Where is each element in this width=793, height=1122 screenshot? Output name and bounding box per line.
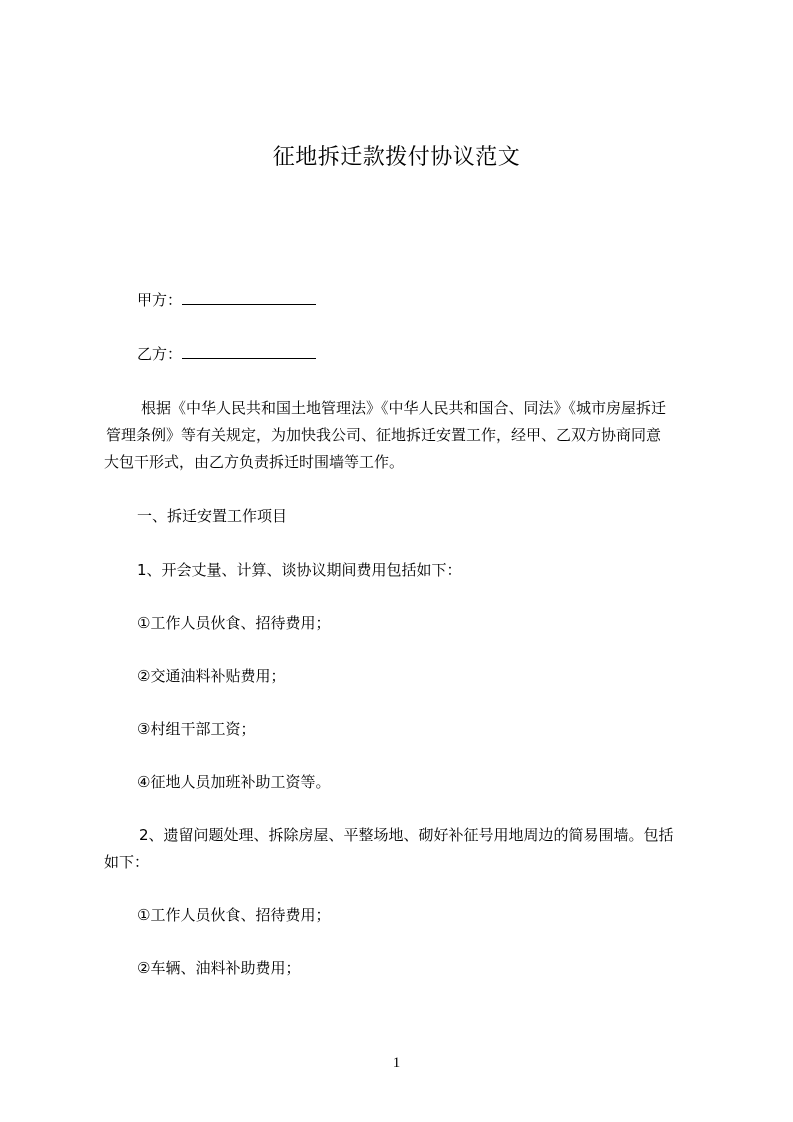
- item-1-sub-3: ③村组干部工资；: [137, 720, 256, 738]
- party-b-line: [137, 344, 316, 364]
- item-2-sub-2: ②车辆、油料补助费用；: [137, 959, 301, 977]
- party-b-label: 乙方：: [137, 345, 183, 363]
- intro-line-2: 管理条例》等有关规定，为加快我公司、征地拆迁安置工作，经甲、乙双方协商同意: [106, 426, 662, 444]
- page-number: 1: [392, 1055, 401, 1071]
- party-b-blank: [182, 344, 316, 359]
- item-2-line-1: 2、遗留问题处理、拆除房屋、平整场地、砌好补征号用地周边的简易围墙。包括: [139, 826, 674, 844]
- item-1-sub-2: ②交通油料补贴费用；: [137, 667, 286, 685]
- party-a-blank: [182, 290, 316, 305]
- intro-line-3: 大包干形式，由乙方负责拆迁时围墙等工作。: [104, 453, 405, 471]
- section-1-heading: 一、拆迁安置工作项目: [137, 507, 288, 525]
- item-1-sub-4: ④征地人员加班补助工资等。: [137, 773, 331, 791]
- item-1-heading: 1、开会丈量、计算、谈协议期间费用包括如下：: [137, 561, 462, 579]
- item-2-sub-1: ①工作人员伙食、招待费用；: [137, 906, 331, 924]
- item-2-line-2: 如下：: [104, 853, 150, 871]
- party-a-label: 甲方：: [137, 291, 183, 309]
- item-1-sub-1: ①工作人员伙食、招待费用；: [137, 614, 331, 632]
- document-title: 征地拆迁款拨付协议范文: [272, 145, 521, 170]
- intro-line-1: 根据《中华人民共和国土地管理法》《中华人民共和国合、同法》《城市房屋拆迁: [141, 399, 667, 417]
- party-a-line: [137, 290, 316, 310]
